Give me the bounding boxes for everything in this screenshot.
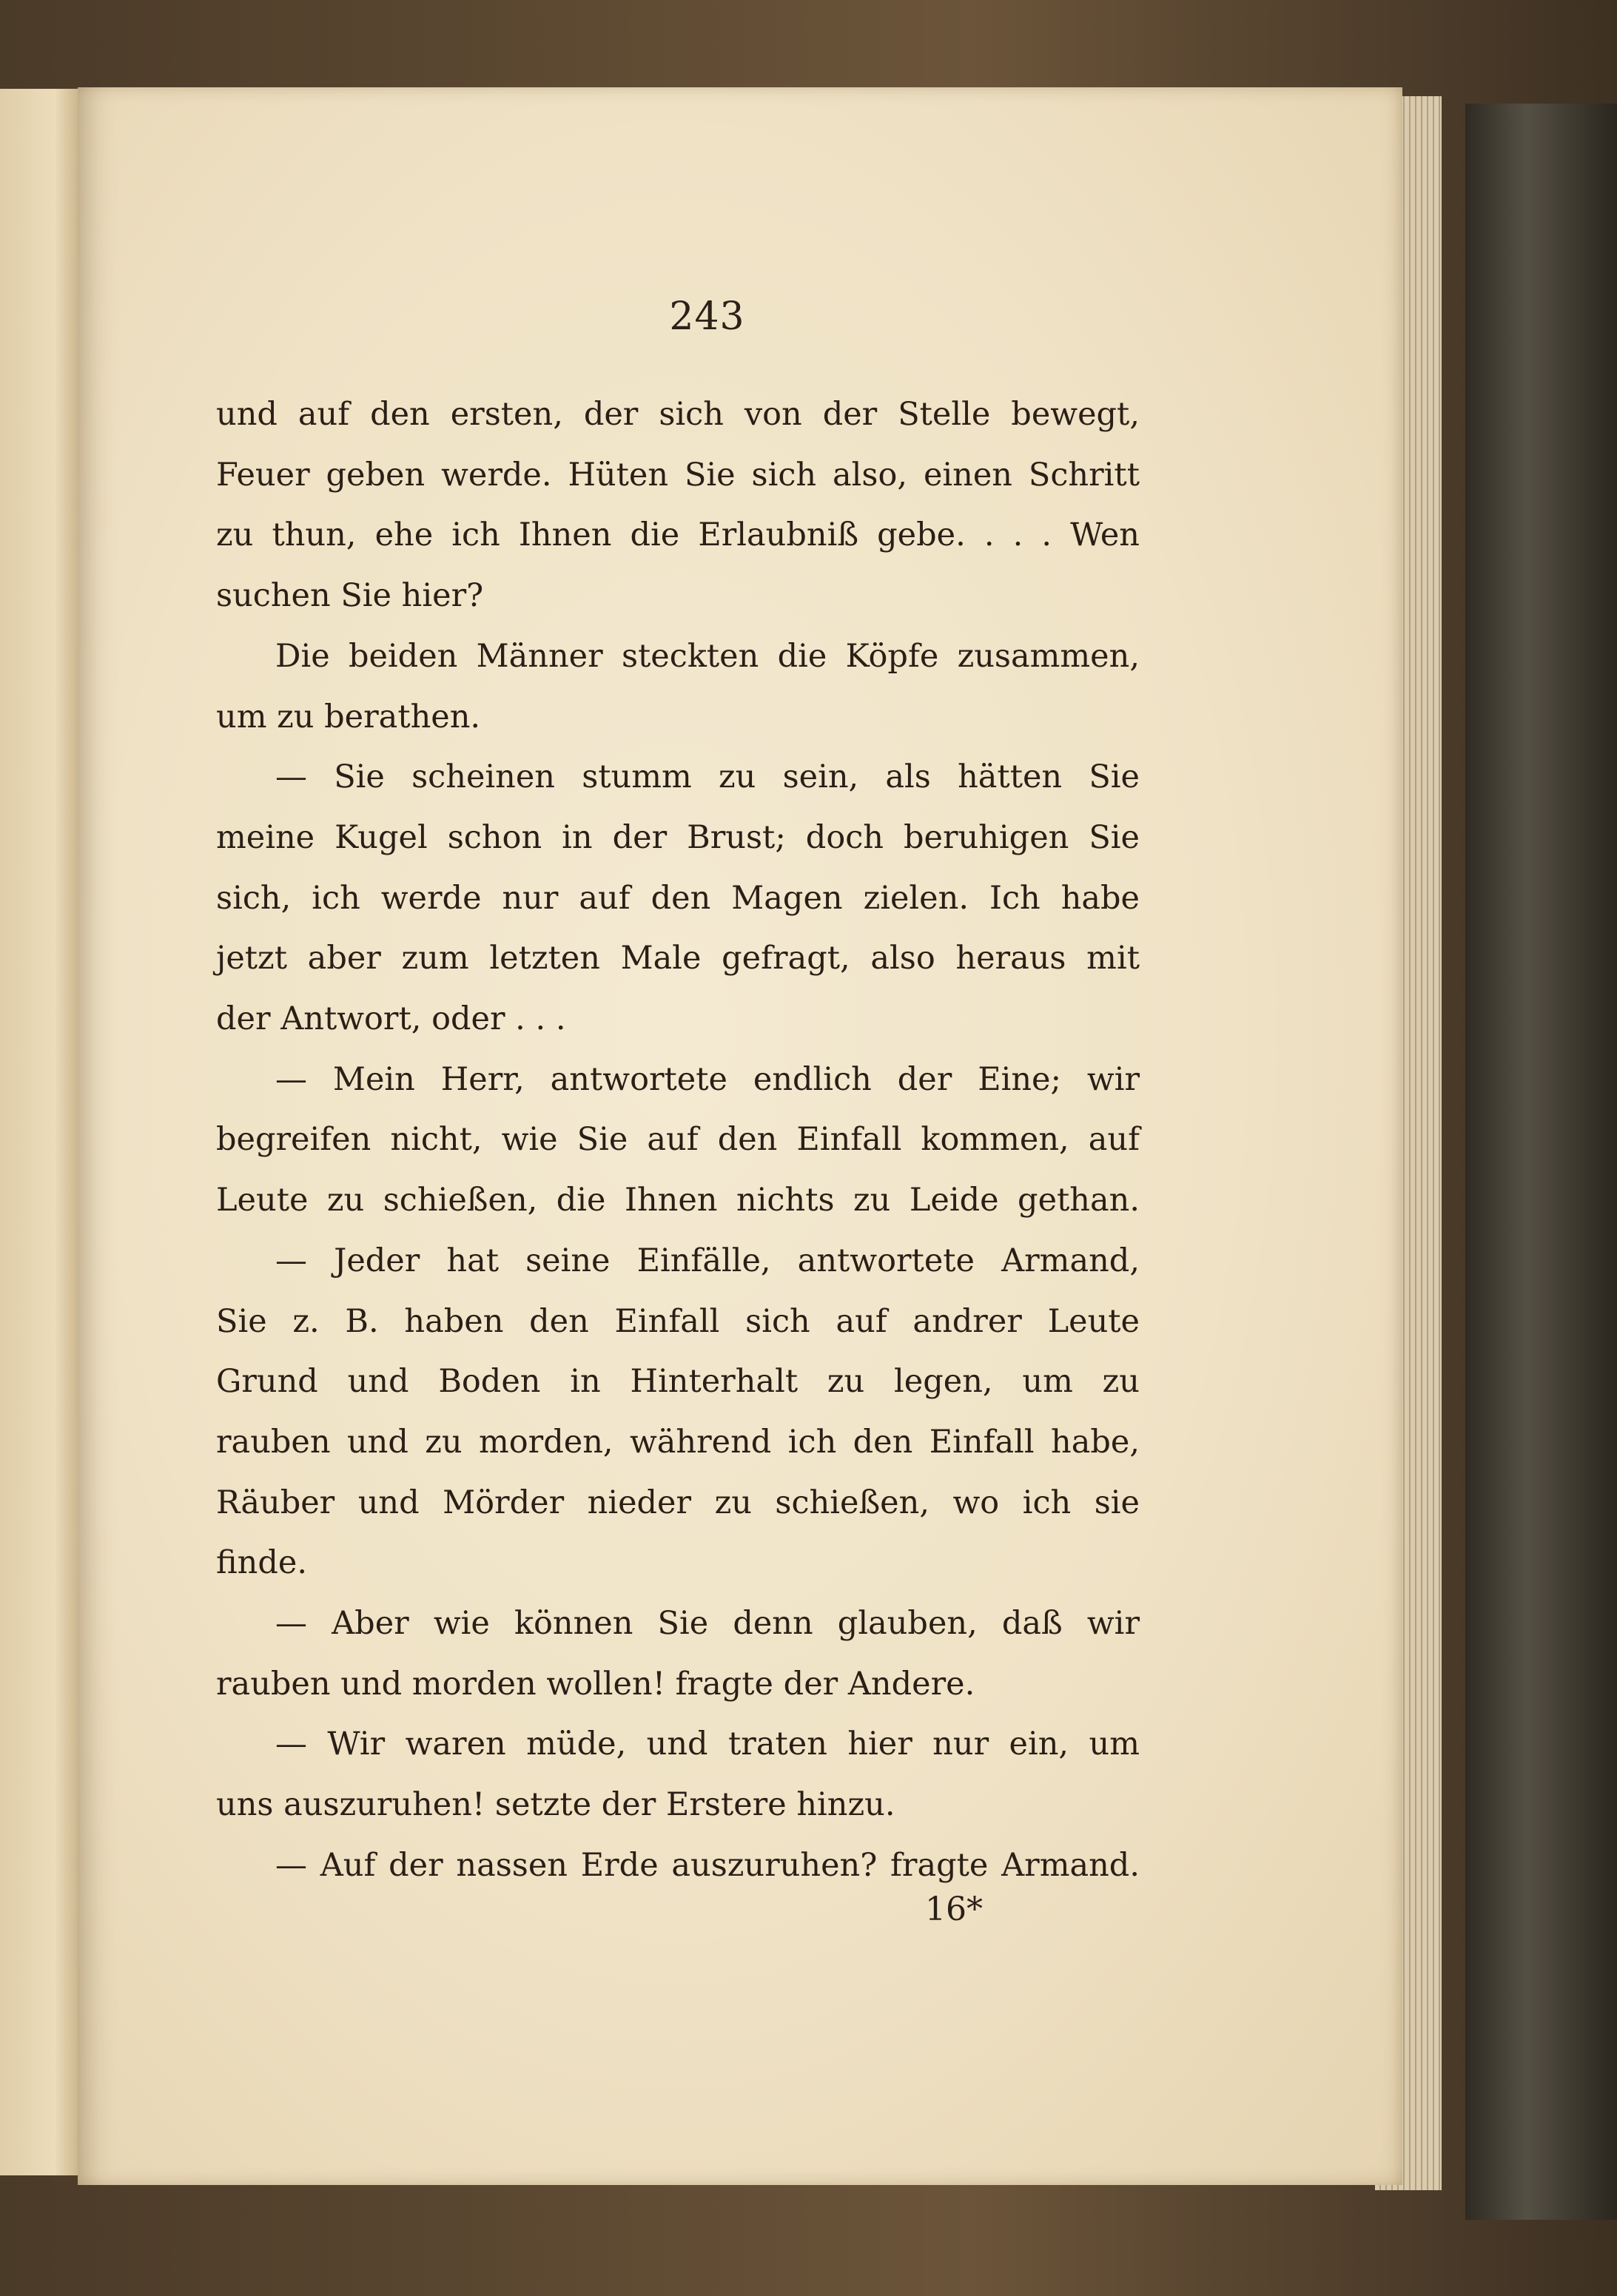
text-line: und auf den ersten, der sich von der Stelle bewegt, <box>216 396 1140 433</box>
text-line: Sie z. B. haben den Einfall sich auf andrer Leute <box>216 1302 1140 1340</box>
page-number: 243 <box>669 294 745 339</box>
text-line: finde. <box>216 1544 308 1582</box>
text-line: — Mein Herr, antwortete endlich der Eine; wir <box>275 1060 1140 1098</box>
text-line: — Sie scheinen stumm zu sein, als hätten Sie <box>275 758 1140 796</box>
previous-page-sliver <box>0 89 78 2175</box>
body-text <box>216 385 1140 1896</box>
text-line: Die beiden Männer steckten die Köpfe zusammen, <box>275 637 1140 675</box>
text-line: Leute zu schießen, die Ihnen nichts zu Leide gethan. <box>216 1182 1140 1219</box>
text-line: meine Kugel schon in der Brust; doch beruhigen Sie <box>216 818 1140 856</box>
signature-mark: 16* <box>925 1891 983 1928</box>
text-line: suchen Sie hier? <box>216 577 484 615</box>
text-line: — Jeder hat seine Einfälle, antwortete Armand, <box>275 1242 1140 1279</box>
text-line: rauben und morden wollen! fragte der Andere. <box>216 1665 975 1703</box>
text-line: — Aber wie können Sie denn glauben, daß wir <box>275 1605 1140 1643</box>
text-line: um zu berathen. <box>216 698 481 735</box>
book-cover-edge <box>1465 104 1617 2220</box>
text-line: jetzt aber zum letzten Male gefragt, also heraus mit <box>216 940 1140 977</box>
text-line: uns auszuruhen! setzte der Erstere hinzu. <box>216 1786 895 1824</box>
text-line: sich, ich werde nur auf den Magen zielen. Ich habe <box>216 879 1140 917</box>
text-line: begreifen nicht, wie Sie auf den Einfall kommen, auf <box>216 1121 1140 1159</box>
text-line: zu thun, ehe ich Ihnen die Erlaubniß gebe. . . . Wen <box>216 516 1140 554</box>
text-line: Räuber und Mörder nieder zu schießen, wo ich sie <box>216 1484 1140 1521</box>
text-line: Grund und Boden in Hinterhalt zu legen, um zu <box>216 1363 1140 1401</box>
text-line: Feuer geben werde. Hüten Sie sich also, einen Schritt <box>216 456 1140 494</box>
text-line: — Wir waren müde, und traten hier nur ein, um <box>275 1726 1140 1763</box>
text-line: der Antwort, oder . . . <box>216 1000 566 1038</box>
text-line: — Auf der nassen Erde auszuruhen? fragte Armand. <box>275 1846 1140 1884</box>
text-line: rauben und zu morden, während ich den Einfall habe, <box>216 1423 1140 1461</box>
